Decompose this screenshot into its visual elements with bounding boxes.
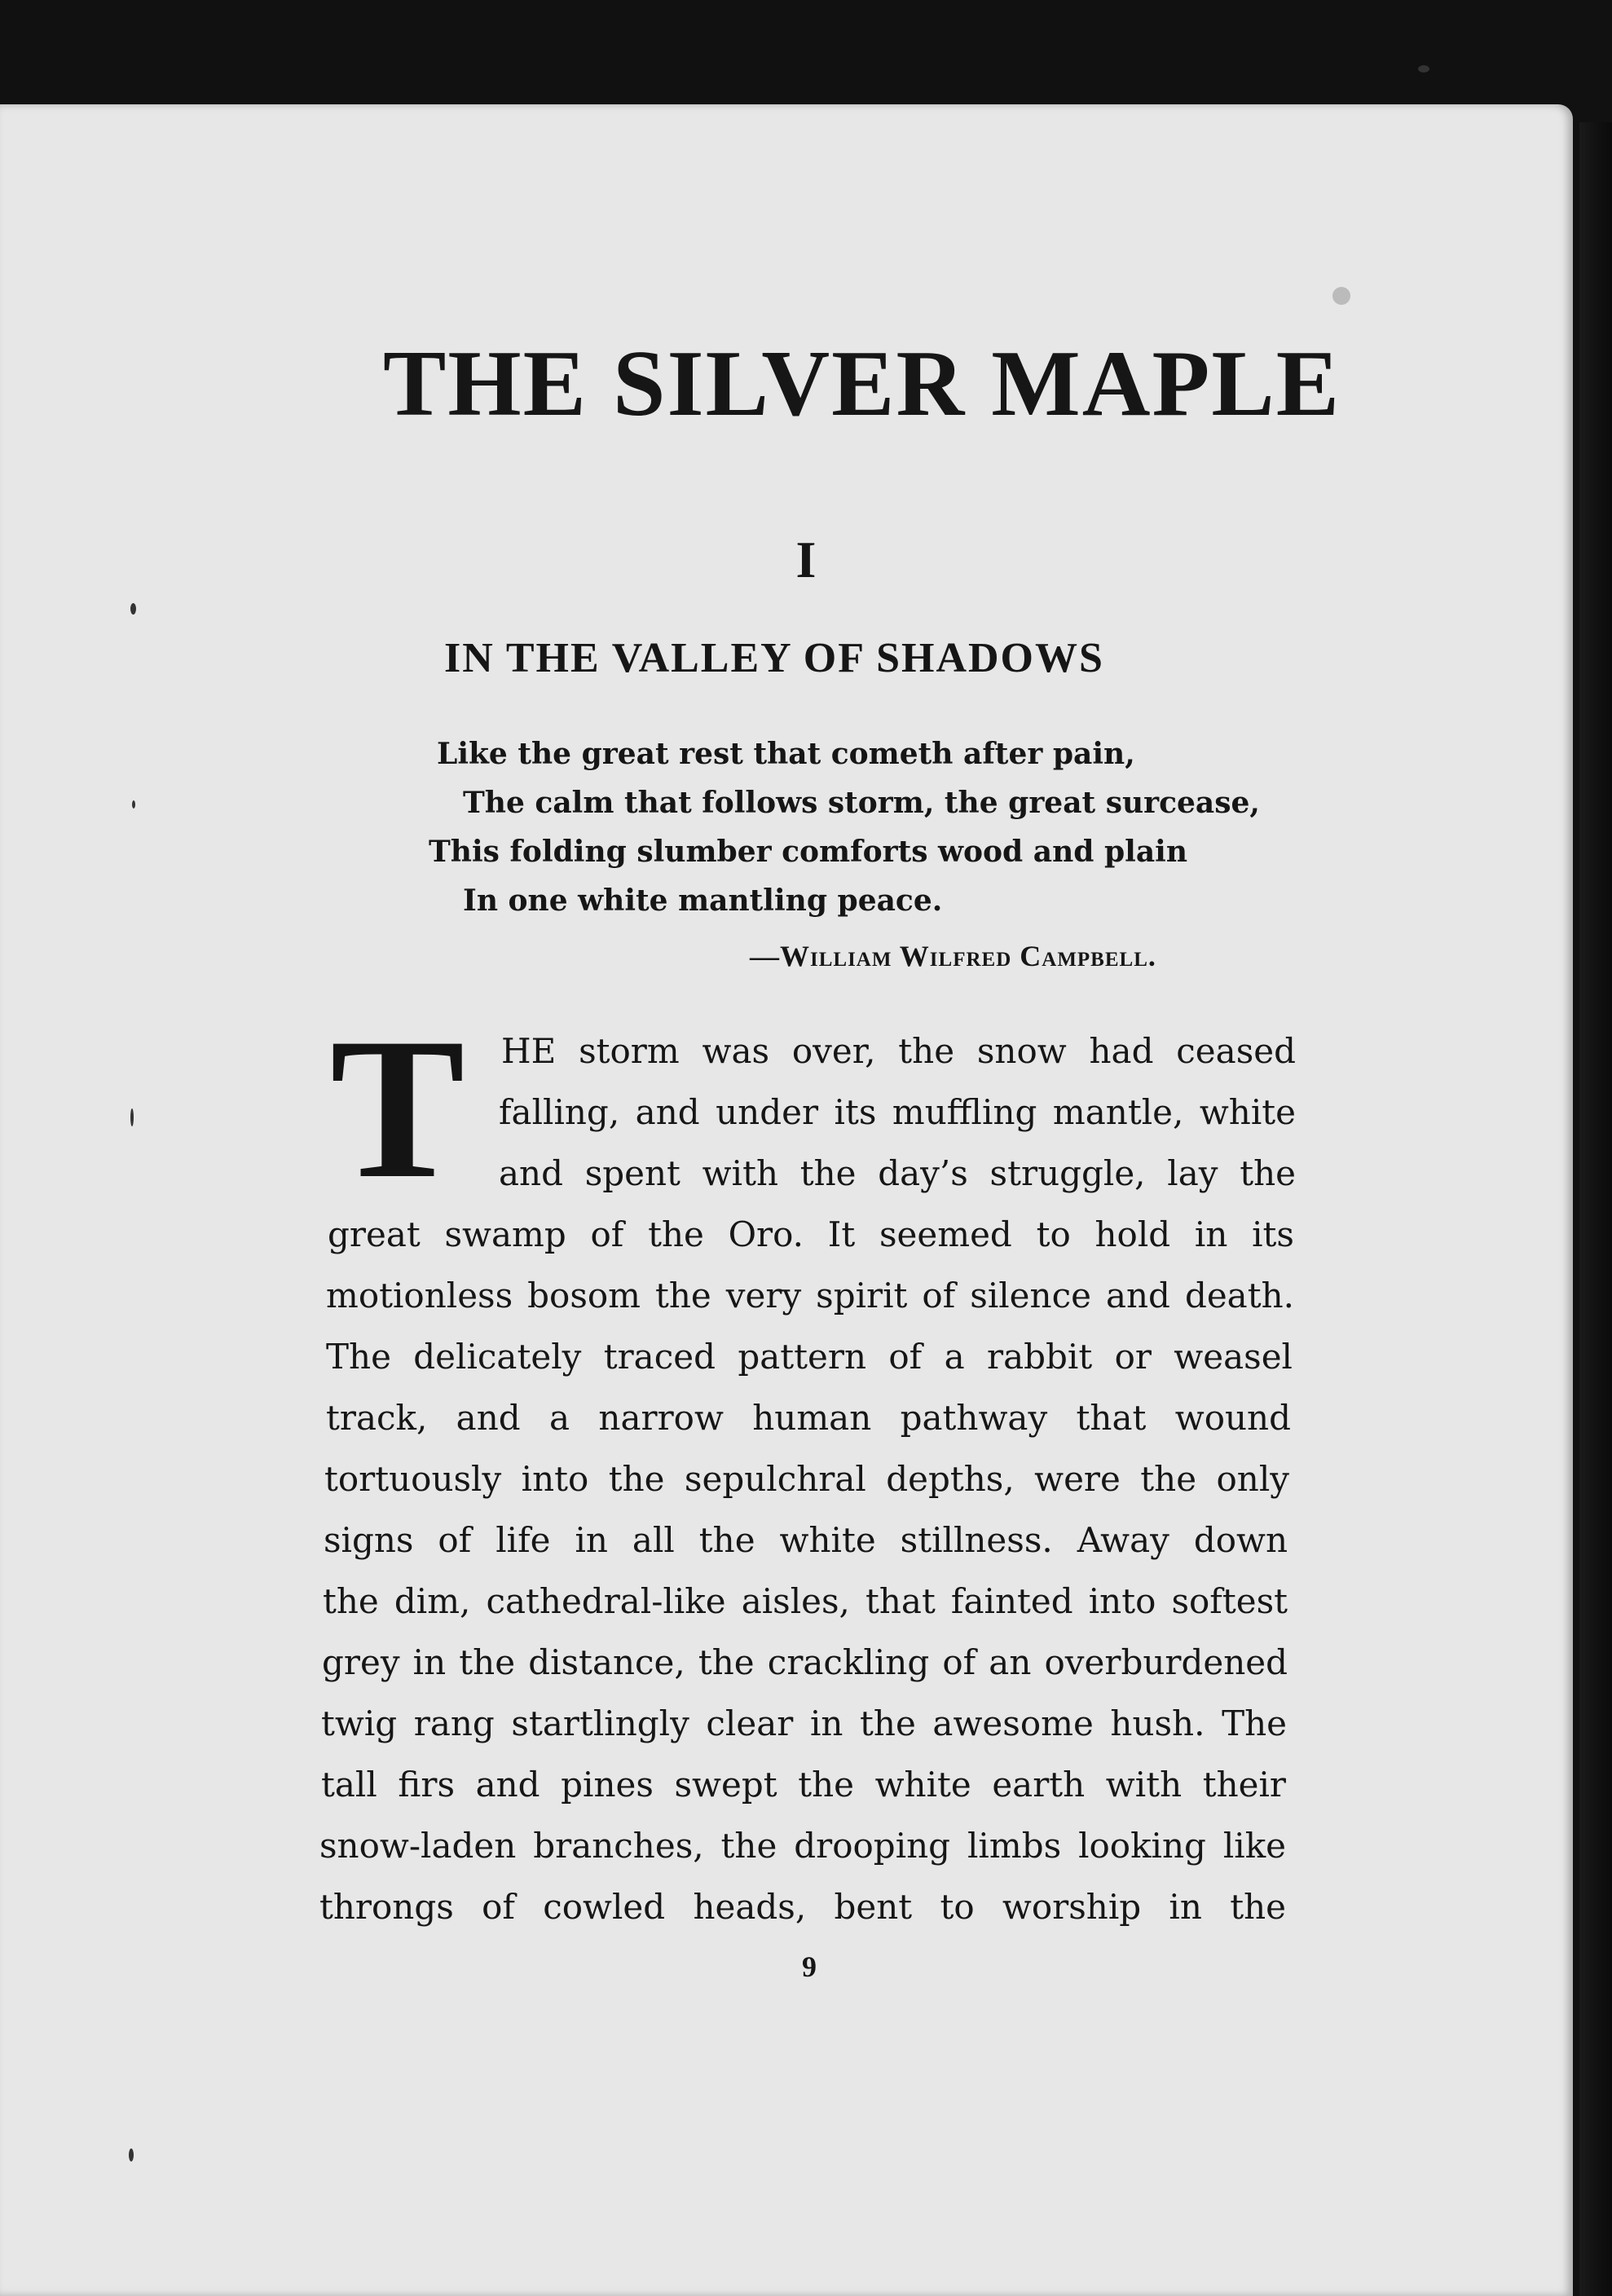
body-line: tortuously into the sepulchral depths, were the only [324, 1459, 1289, 1499]
body-line: falling, and under its muffling mantle, white [499, 1092, 1296, 1132]
scan-speck [130, 1108, 134, 1126]
page-number: 9 [802, 1950, 817, 1983]
body-line: track, and a narrow human pathway that wound [326, 1398, 1291, 1438]
epigraph-line: This folding slumber comforts wood and plain [429, 835, 1187, 869]
epigraph-line: Like the great rest that cometh after pain, [437, 737, 1135, 771]
body-line: grey in the distance, the crackling of an overburdened [322, 1642, 1288, 1682]
book-title: THE SILVER MAPLE [383, 332, 1341, 436]
epigraph-attribution: —William Wilfred Campbell. [750, 940, 1156, 972]
scan-speck [1332, 287, 1350, 305]
scan-speck [130, 603, 136, 615]
scan-speck [129, 2148, 134, 2162]
epigraph-line: The calm that follows storm, the great surcease, [463, 786, 1260, 820]
body-line: motionless bosom the very spirit of silence and death. [326, 1276, 1294, 1315]
body-line: tall firs and pines swept the white earth with their [321, 1765, 1286, 1805]
body-line: snow-laden branches, the drooping limbs looking like [319, 1826, 1286, 1866]
drop-cap: T [330, 996, 465, 1220]
body-line: throngs of cowled heads, bent to worship in the [319, 1887, 1286, 1927]
chapter-title: IN THE VALLEY OF SHADOWS [444, 635, 1104, 681]
body-line: signs of life in all the white stillness. Away down [324, 1520, 1288, 1560]
body-line: and spent with the day’s struggle, lay the [499, 1153, 1296, 1193]
chapter-number: I [795, 531, 817, 588]
body-line: HE storm was over, the snow had ceased [501, 1031, 1296, 1071]
scan-speck [132, 800, 135, 809]
body-line: the dim, cathedral-like aisles, that fainted into softest [323, 1581, 1288, 1621]
epigraph-line: In one white mantling peace. [463, 884, 943, 918]
body-line: The delicately traced pattern of a rabbit or weasel [326, 1337, 1293, 1377]
scan-speck [1418, 65, 1429, 73]
epigraph [429, 729, 1260, 925]
body-line: twig rang startlingly clear in the awesome hush. The [321, 1703, 1287, 1743]
body-line: great swamp of the Oro. It seemed to hold in its [328, 1214, 1294, 1254]
